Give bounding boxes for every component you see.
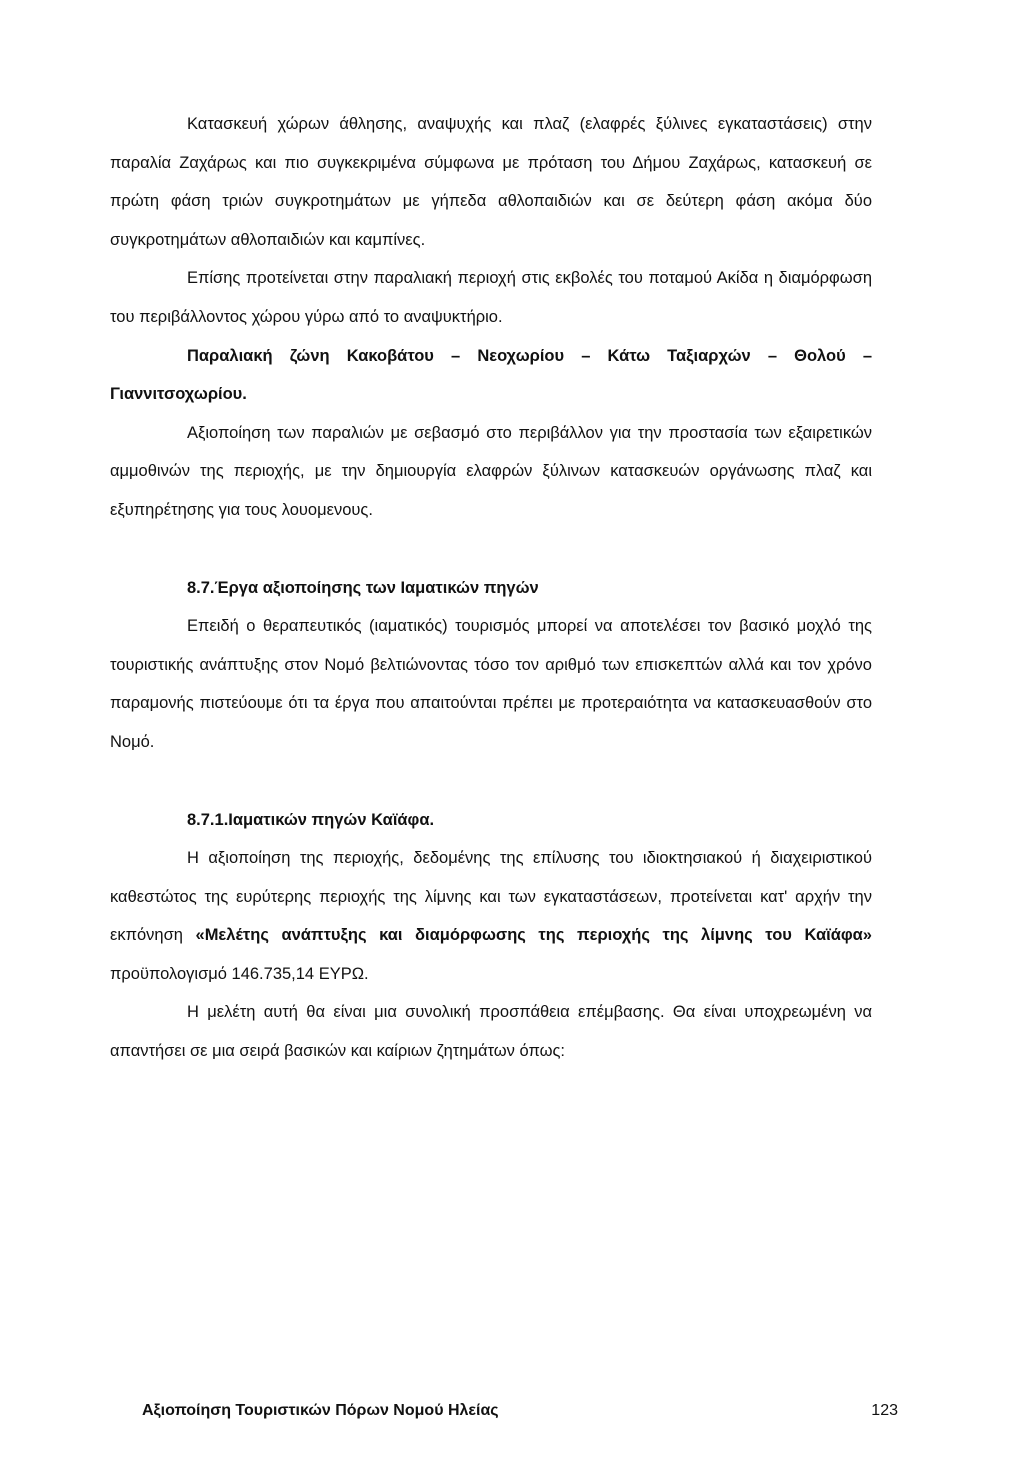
paragraph-thermal-tourism: Επειδή ο θεραπευτικός (ιαματικός) τουρισμός μπορεί να αποτελέσει τον βασικό μοχλό της τουριστικής ανάπτυξης στον Νομό βελτιώνοντας τόσο τον αριθμό των επισκεπτών αλλά και τον χρόνο παραμονής πιστεύουμε ότι τα έργα που απαιτούνται πρέπει με προτεραιότητα να κατασκευασθούν στο Νομό. [110, 617, 872, 751]
kaiafa-study-title: «Μελέτης ανάπτυξης και διαμόρφωσης της περιοχής της λίμνης του Καϊάφα» [195, 926, 872, 945]
page-number: 123 [871, 1402, 898, 1419]
section-title-thermal-springs: 8.7.Έργα αξιοποίησης των Ιαματικών πηγών [187, 578, 539, 597]
kaiafa-text-end: προϋπολογισμό 146.735,14 ΕΥΡΩ. [110, 964, 369, 983]
paragraph-kaiafa-study [110, 839, 872, 993]
kaiafa-text-start: Η αξιοποίηση της περιοχής, δεδομένης της επίλυσης του ιδιοκτησιακού ή διαχειριστικού καθεστώτος της ευρύτερης περιοχής της λίμνης και των εγκαταστάσεων, προτείνεται κατ' αρχήν την εκπόνηση [110, 849, 872, 945]
paragraph-study-scope: Η μελέτη αυτή θα είναι μια συνολική προσπάθεια επέμβασης. Θα είναι υποχρεωμένη να απαντήσει σε μια σειρά βασικών και καίριων ζητημάτων όπως: [110, 1003, 872, 1061]
footer-title: Αξιοποίηση Τουριστικών Πόρων Νομού Ηλείας [142, 1402, 499, 1419]
coastal-zone-subheading: Παραλιακή ζώνη Κακοβάτου – Νεοχωρίου – Κάτω Ταξιαρχών – Θολού – Γιαννιτσοχωρίου. [110, 346, 872, 404]
paragraph-beach-development: Αξιοποίηση των παραλιών με σεβασμό στο περιβάλλον για την προστασία των εξαιρετικών αμμοθινών της περιοχής, με την δημιουργία ελαφρών ξύλινων κατασκευών οργάνωσης πλαζ και εξυπηρέτησης για τους λουομενους. [110, 423, 872, 519]
subsection-title-kaiafa: 8.7.1.Ιαματικών πηγών Καϊάφα. [187, 810, 435, 829]
paragraph-akida-estuary: Επίσης προτείνεται στην παραλιακή περιοχή στις εκβολές του ποταμού Ακίδα η διαμόρφωση του περιβάλλοντος χώρου γύρω από το αναψυκτήριο. [110, 269, 872, 326]
paragraph-zacharo-facilities: Κατασκευή χώρων άθλησης, αναψυχής και πλαζ (ελαφρές ξύλινες εγκαταστάσεις) στην παραλία Ζαχάρως και πιο συγκεκριμένα σύμφωνα με πρόταση του Δήμου Ζαχάρως, κατασκευή σε πρώτη φάση τριών συγκροτημάτων με γήπεδα αθλοπαιδιών και σε δεύτερη φάση ακόμα δύο συγκροτημάτων αθλοπαιδιών και καμπίνες. [110, 115, 872, 249]
page-body [110, 105, 872, 1071]
